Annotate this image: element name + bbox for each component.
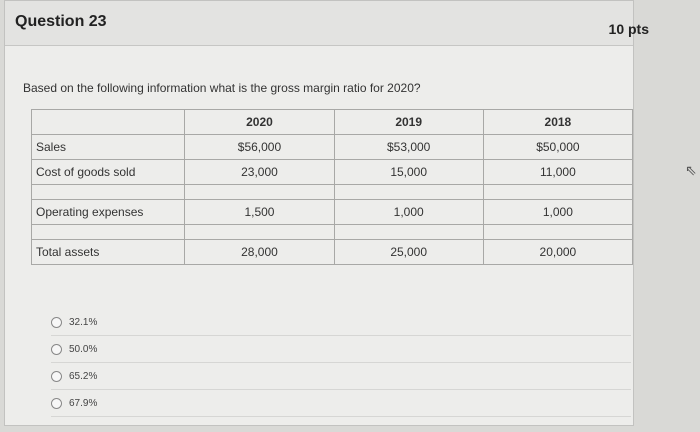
cell: 28,000 (185, 240, 334, 265)
spacer-row (32, 225, 633, 240)
cell: 1,000 (483, 200, 632, 225)
cell: 11,000 (483, 160, 632, 185)
cell: $53,000 (334, 135, 483, 160)
spacer-cell (483, 185, 632, 200)
spacer-cell (334, 185, 483, 200)
row-label-cogs: Cost of goods sold (32, 160, 185, 185)
cell: $56,000 (185, 135, 334, 160)
row-label-sales: Sales (32, 135, 185, 160)
spacer-cell (32, 225, 185, 240)
spacer-cell (185, 225, 334, 240)
spacer-cell (483, 225, 632, 240)
answer-options (51, 309, 631, 417)
row-label-total-assets: Total assets (32, 240, 185, 265)
row-label-opex: Operating expenses (32, 200, 185, 225)
answer-option[interactable] (51, 390, 631, 417)
answer-label: 65.2% (69, 370, 98, 382)
radio-button[interactable] (51, 317, 62, 328)
column-header-2020: 2020 (185, 110, 334, 135)
cell: 15,000 (334, 160, 483, 185)
cell: 25,000 (334, 240, 483, 265)
radio-button[interactable] (51, 371, 62, 382)
answer-label: 67.9% (69, 397, 98, 409)
cell: 23,000 (185, 160, 334, 185)
cell: $50,000 (483, 135, 632, 160)
spacer-cell (334, 225, 483, 240)
table-row (32, 200, 633, 225)
table-header-row (32, 110, 633, 135)
question-title: Question 23 (15, 13, 107, 30)
cell: 20,000 (483, 240, 632, 265)
column-header-2019: 2019 (334, 110, 483, 135)
radio-button[interactable] (51, 398, 62, 409)
question-header (5, 1, 649, 46)
answer-option[interactable] (51, 363, 631, 390)
question-prompt: Based on the following information what is the gross margin ratio for 2020? (23, 81, 421, 95)
cell: 1,500 (185, 200, 334, 225)
answer-label: 50.0% (69, 343, 98, 355)
question-points: 10 pts (608, 21, 649, 37)
cell: 1,000 (334, 200, 483, 225)
answer-option[interactable] (51, 336, 631, 363)
table-row (32, 160, 633, 185)
mouse-cursor-icon: ⇖ (685, 162, 697, 178)
question-card (4, 0, 649, 426)
table-row (32, 135, 633, 160)
spacer-cell (185, 185, 334, 200)
table-header-empty (32, 110, 185, 135)
radio-button[interactable] (51, 344, 62, 355)
spacer-row (32, 185, 633, 200)
financial-table (31, 109, 633, 265)
answer-option[interactable] (51, 309, 631, 336)
answer-label: 32.1% (69, 316, 98, 328)
spacer-cell (32, 185, 185, 200)
table-row (32, 240, 633, 265)
column-header-2018: 2018 (483, 110, 632, 135)
